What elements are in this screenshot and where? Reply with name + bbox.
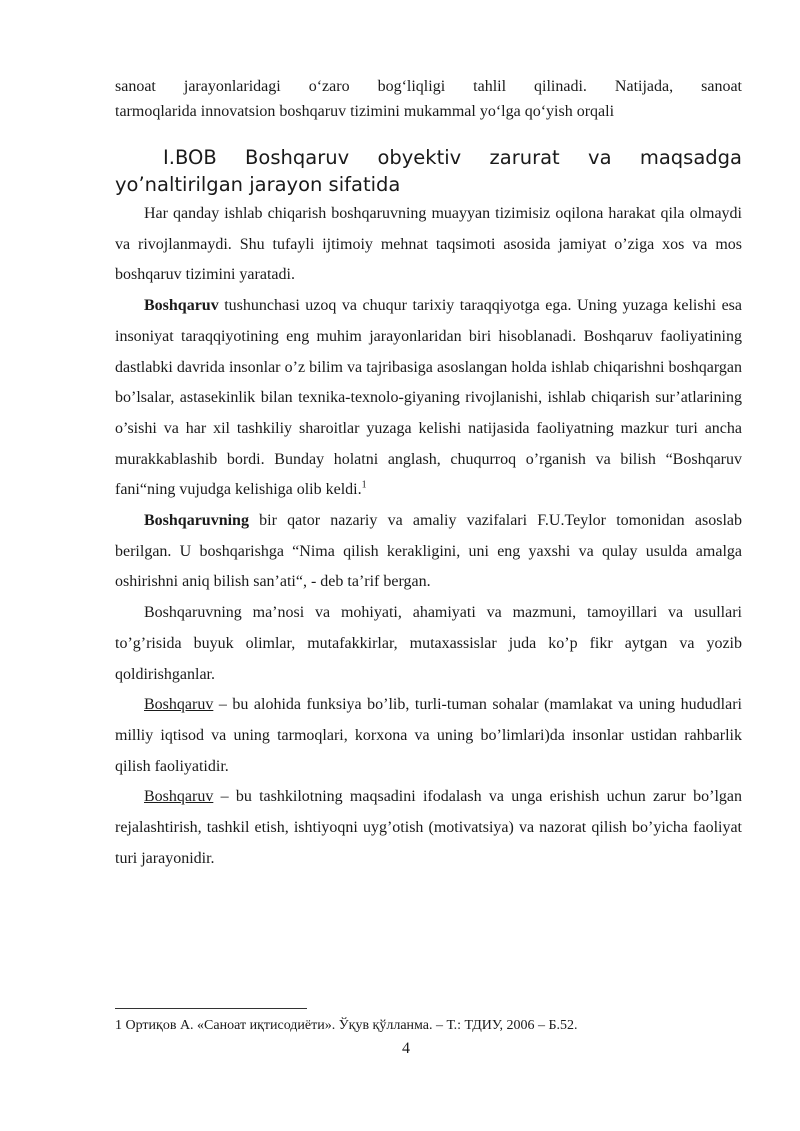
footnote-reference[interactable]: 1 [361, 480, 367, 491]
footnote-separator [115, 1008, 307, 1009]
main-text [115, 199, 742, 874]
paragraph-1: Har qanday ishlab chiqarish boshqaruvning muayyan tizimisiz oqilona harakat qila olmaydi va rivojlanmaydi. Shu tufayli ijtimoiy mehnat taqsimoti asosida jamiyat o’ziga xos va mos boshqaruv tizimini yaratadi. [115, 205, 742, 284]
paragraph-5 [115, 690, 742, 782]
paragraph-2-text: tushunchasi uzoq va chuqur tarixiy taraqqiyotga ega. Uning yuzaga kelishi esa insoniyat taraqqiyotining eng muhim jarayonlaridan biri hisoblanadi. Boshqaruv faoliyatining dastlabki davrida insonlar o’z bilim va tajribasiga asoslangan holda ishlab chiqarishni boshqargan bo’lsalar, astasekinlik bilan texnika-texnolo-giyaning rivojlanishi, ishlab chiqarish sur’atlarining o’sishi va har xil tashkiliy sharoitlar yuzaga kelishi natijasida faoliyatning mazkur turi ancha murakkablashib bordi. Bunday holatni anglash, chuqurroq o’rganish va bilish “Boshqaruv fani“ning vujudga kelishiga olib keldi. [115, 297, 742, 499]
paragraph-2-bold-term: Boshqaruv [144, 297, 219, 315]
page-number: 4 [402, 1040, 410, 1057]
intro-line-1: sanoat jarayonlaridagi o‘zaro bog‘liqligi tahlil qilinadi. Natijada, sanoat [115, 78, 742, 95]
intro-text [115, 74, 742, 124]
footnote: 1 Ортиқов А. «Саноат иқтисодиёти». Ўқув қўлланма. – Т.: ТДИУ, 2006 – Б.52. [115, 1018, 578, 1033]
paragraph-3-bold-term: Boshqaruvning [144, 512, 249, 530]
intro-line-2: tarmoqlarida innovatsion boshqaruv tizimini mukammal yo‘lga qo‘yish orqali [115, 103, 615, 120]
chapter-heading [115, 144, 742, 198]
paragraph-5-underlined-term: Boshqaruv [144, 696, 214, 714]
chapter-heading-text: I.BOB Boshqaruv obyektiv zarurat va maqsadga yo’naltirilgan jarayon sifatida [115, 146, 742, 196]
paragraph-2 [115, 291, 742, 506]
paragraph-6-underlined-term: Boshqaruv [144, 788, 214, 806]
paragraph-5-text: – bu alohida funksiya bo’lib, turli-tuman sohalar (mamlakat va uning hududlari milliy iqtisod va uning tarmoqlari, korxona va uning bo’limlari)da insonlar ustidan rahbarlik qilish faoliyatidir. [115, 696, 742, 775]
paragraph-6 [115, 782, 742, 874]
paragraph-3 [115, 506, 742, 598]
paragraph-4: Boshqaruvning ma’nosi va mohiyati, ahamiyati va mazmuni, tamoyillari va usullari to’g’risida buyuk olimlar, mutafakkirlar, mutaxassislar juda ko’p fikr aytgan va yozib qoldirishganlar. [115, 604, 742, 683]
paragraph-6-text: – bu tashkilotning maqsadini ifodalash va unga erishish uchun zarur bo’lgan rejalashtirish, tashkil etish, ishtiyoqni uyg’otish (motivatsiya) va nazorat qilish bo’yicha faoliyat turi jarayonidir. [115, 788, 742, 867]
paragraph-3-text: bir qator nazariy va amaliy vazifalari F.U.Teylor tomonidan asoslab berilgan. U boshqarishga “Nima qilish kerakligini, uni eng yaxshi va qulay usulda amalga oshirishni aniq bilish san’ati“, - deb ta’rif bergan. [115, 512, 742, 591]
